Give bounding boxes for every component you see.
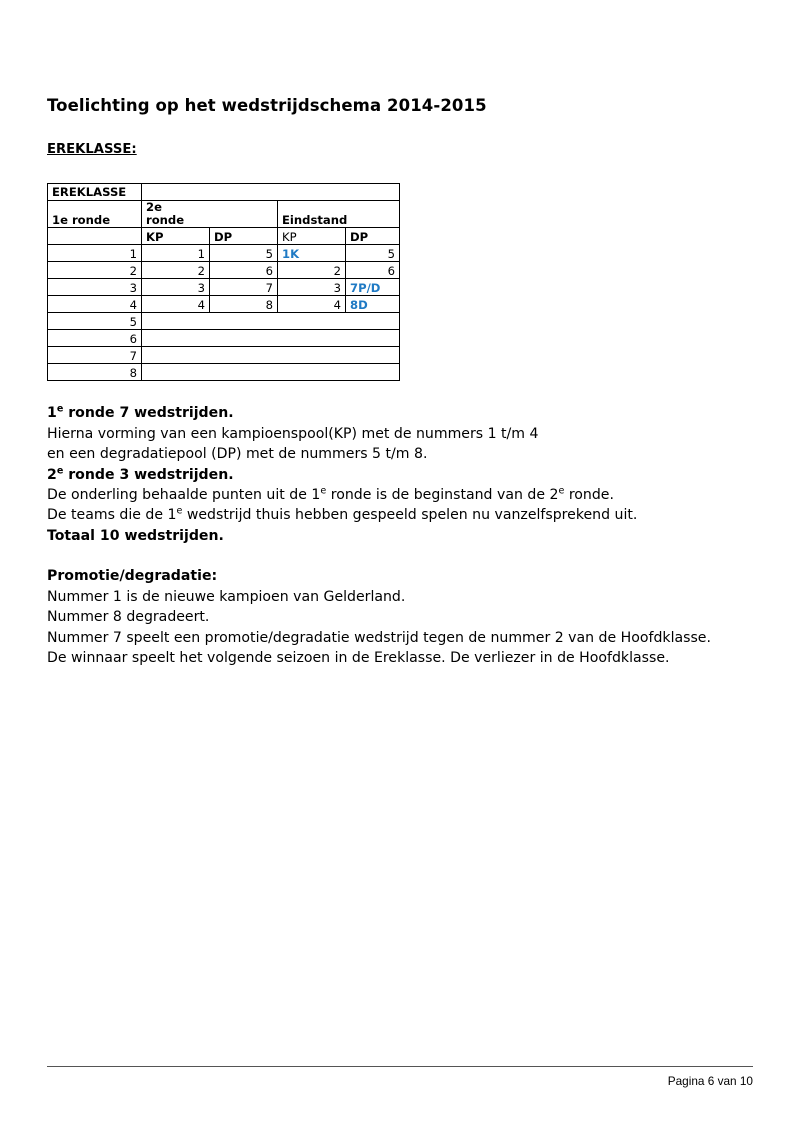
heading-total: Totaal 10 wedstrijden.: [47, 527, 224, 544]
line-points-sup2: e: [558, 485, 565, 497]
table-row: [48, 364, 400, 381]
cell-group-final: Eindstand: [278, 200, 400, 228]
cell-round2-kp: 3: [142, 279, 210, 296]
table-row-group-headers: [48, 200, 400, 228]
group-round2-line1: 2e: [146, 199, 162, 214]
table-row: [48, 279, 400, 296]
table-row: [48, 330, 400, 347]
heading-round2-rest: ronde 3 wedstrijden.: [63, 466, 234, 483]
cell-round1-position: 2: [48, 262, 142, 279]
line-home-sup1: e: [176, 505, 183, 517]
cell-subheader-blank: [48, 228, 142, 245]
cell-empty: [142, 313, 400, 330]
page-number: Pagina 6 van 10: [667, 1074, 753, 1088]
cell-group-round1: 1e ronde: [48, 200, 142, 228]
cell-empty: [142, 330, 400, 347]
cell-round2-kp: 2: [142, 262, 210, 279]
cell-round2-dp: 5: [210, 245, 278, 262]
heading-round1-rest: ronde 7 wedstrijden.: [63, 405, 234, 422]
cell-final-dp: 8D: [346, 296, 400, 313]
line-points: [47, 485, 753, 505]
cell-round2-dp: 8: [210, 296, 278, 313]
cell-round1-position: 7: [48, 347, 142, 364]
schema-table: [47, 183, 400, 382]
line-relegation: Nummer 8 degradeert.: [47, 609, 210, 626]
heading-round2: [47, 465, 753, 485]
cell-final-kp: 4: [278, 296, 346, 313]
cell-subheader-final-dp: DP: [346, 228, 400, 245]
page-title: Toelichting op het wedstrijdschema 2014-2015: [47, 96, 487, 115]
cell-subheader-round2-kp: KP: [142, 228, 210, 245]
heading-round1-num: 1: [47, 405, 57, 422]
cell-subheader-final-kp: KP: [278, 228, 346, 245]
section-heading-ereklasse: EREKLASSE:: [47, 141, 137, 157]
cell-round2-kp: 1: [142, 245, 210, 262]
cell-round1-position: 8: [48, 364, 142, 381]
cell-final-dp: 6: [346, 262, 400, 279]
cell-round2-dp: 7: [210, 279, 278, 296]
cell-final-dp: 5: [346, 245, 400, 262]
paragraph-spacer: [47, 546, 753, 566]
explanatory-text: [47, 381, 753, 668]
cell-class-band-empty: [142, 183, 400, 200]
line-home-a: De teams die de 1: [47, 507, 177, 524]
cell-round1-position: 4: [48, 296, 142, 313]
cell-empty: [142, 364, 400, 381]
cell-round1-position: 5: [48, 313, 142, 330]
heading-promotion: Promotie/degradatie:: [47, 568, 218, 585]
table-row: [48, 347, 400, 364]
cell-empty: [142, 347, 400, 364]
schema-table-container: [47, 158, 753, 382]
heading-round1-sup: e: [56, 403, 64, 415]
table-row: [48, 296, 400, 313]
line-home: [47, 505, 753, 525]
cell-round1-position: 3: [48, 279, 142, 296]
line-points-b: ronde is de beginstand van de 2: [326, 486, 559, 503]
table-row: [48, 245, 400, 262]
line-winner: De winnaar speelt het volgende seizoen in de Ereklasse. De verliezer in de Hoofdklasse.: [47, 649, 670, 666]
cell-final-kp: 1K: [278, 245, 346, 262]
table-row-class-band: [48, 183, 400, 200]
cell-final-dp: 7P/D: [346, 279, 400, 296]
line-dp-pool: en een degradatiepool (DP) met de nummers 5 t/m 8.: [47, 446, 428, 463]
heading-round2-sup: e: [56, 464, 64, 476]
cell-round1-position: 6: [48, 330, 142, 347]
cell-final-kp: 2: [278, 262, 346, 279]
page-content: [47, 0, 753, 668]
table-row-sub-headers: [48, 228, 400, 245]
line-points-c: ronde.: [564, 486, 614, 503]
line-points-sup1: e: [320, 485, 327, 497]
table-row: [48, 262, 400, 279]
cell-group-round2: [142, 200, 278, 228]
table-row: [48, 313, 400, 330]
heading-round2-num: 2: [47, 466, 57, 483]
line-points-a: De onderling behaalde punten uit de 1: [47, 486, 321, 503]
cell-subheader-round2-dp: DP: [210, 228, 278, 245]
line-playoff: Nummer 7 speelt een promotie/degradatie wedstrijd tegen de nummer 2 van de Hoofdklasse.: [47, 629, 711, 646]
cell-round2-kp: 4: [142, 296, 210, 313]
cell-class-name: EREKLASSE: [48, 183, 142, 200]
cell-final-kp: 3: [278, 279, 346, 296]
cell-round1-position: 1: [48, 245, 142, 262]
group-round2-line2: ronde: [146, 212, 185, 227]
cell-round2-dp: 6: [210, 262, 278, 279]
heading-round1: [47, 403, 753, 423]
line-champion: Nummer 1 is de nieuwe kampioen van Gelderland.: [47, 588, 406, 605]
line-kp-pool: Hierna vorming van een kampioenspool(KP) met de nummers 1 t/m 4: [47, 425, 539, 442]
page-footer: [47, 1066, 753, 1088]
line-home-b: wedstrijd thuis hebben gespeeld spelen nu vanzelfsprekend uit.: [182, 507, 638, 524]
